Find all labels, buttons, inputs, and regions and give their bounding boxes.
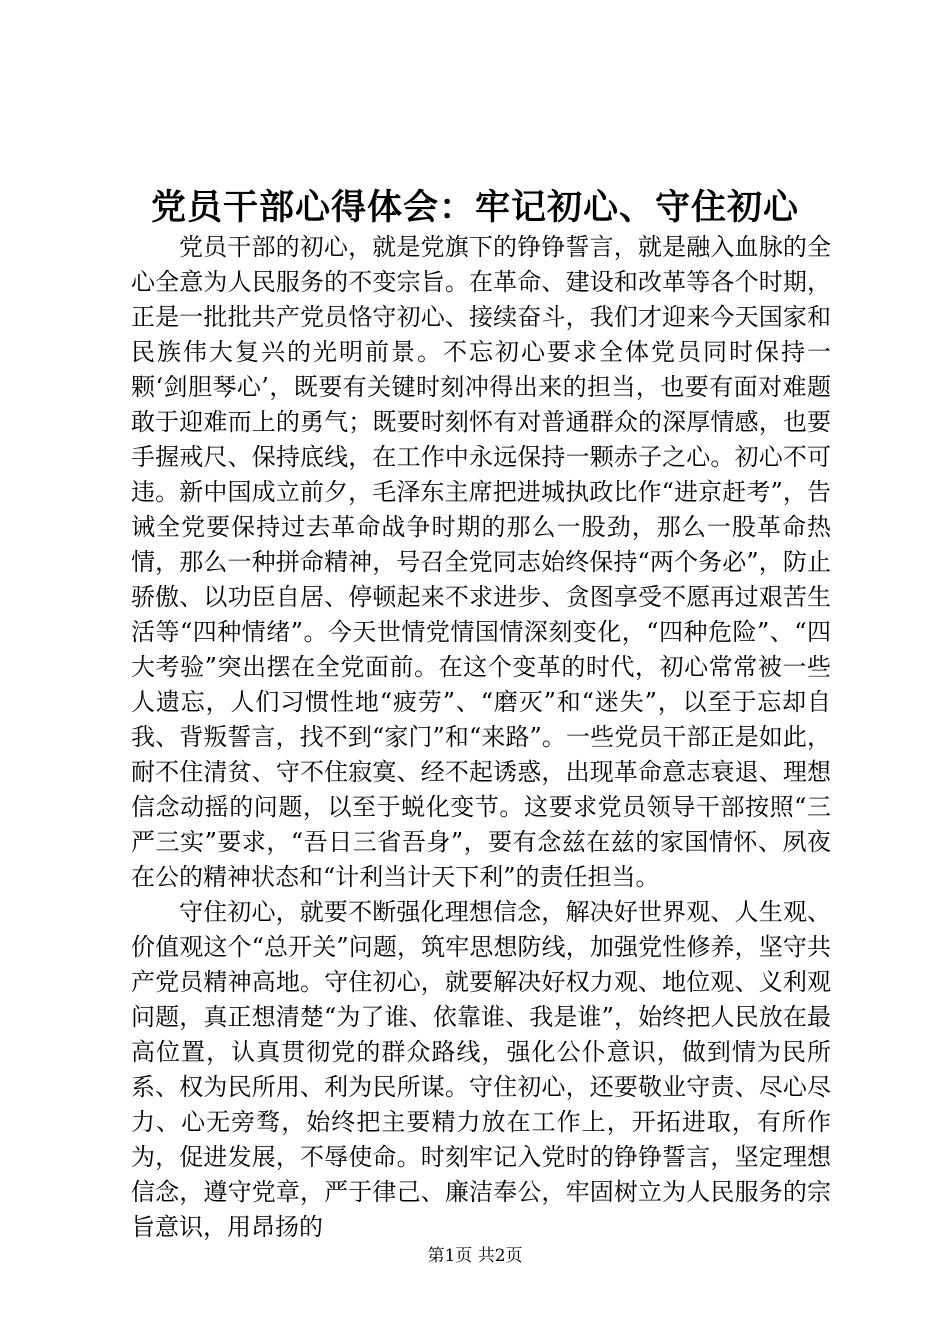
page-footer: 第1页 共2页 <box>427 1246 523 1266</box>
document-title: 党员干部心得体会：牢记初心、守住初心 <box>150 187 799 228</box>
paragraph-1: 党员干部的初心，就是党旗下的铮铮誓言，就是融入血脉的全心全意为人民服务的不变宗旨。在革命、建设和改革等各个时期，正是一批批共产党员恪守初心、接续奋斗，我们才迎来今天国家和民族伟大复兴的光明前景。不忘初心要求全体党员同时保持一颗‘剑胆琴心’，既要有关键时刻冲得出来的担当，也要有面对难题敢于迎难而上的勇气；既要时刻怀有对普通群众的深厚情感，也要手握戒尺、保持底线，在工作中永远保持一颗赤子之心。初心不可违。新中国成立前夕，毛泽东主席把进城执政比作“进京赶考”，告诫全党要保持过去革命战争时期的那么一股劲，那么一股革命热情，那么一种拼命精神，号召全党同志始终保持“两个务必”，防止骄傲、以功臣自居、停顿起来不求进步、贪图享受不愿再过艰苦生活等“四种情绪”。今天世情党情国情深刻变化，“四种危险”、“四大考验”突出摆在全党面前。在这个变革的时代，初心常常被一些人遗忘，人们习惯性地“疲劳”、“磨灭”和“迷失”，以至于忘却自我、背叛誓言，找不到“家门”和“来路”。一些党员干部正是如此，耐不住清贫、守不住寂寞、经不起诱惑，出现革命意志衰退、理想信念动摇的问题，以至于蜕化变节。这要求党员领导干部按照“三严三实”要求，“吾日三省吾身”，要有念兹在兹的家国情怀、夙夜在公的精神状态和“计利当计天下利”的责任担当。 <box>131 233 831 891</box>
paragraph-2: 守住初心，就要不断强化理想信念，解决好世界观、人生观、价值观这个“总开关”问题，筑牢思想防线，加强党性修养，坚守共产党员精神高地。守住初心，就要解决好权力观、地位观、义利观问题，真正想清楚“为了谁、依靠谁、我是谁”，始终把人民放在最高位置，认真贯彻党的群众路线，强化公仆意识，做到情为民所系、权为民所用、利为民所谋。守住初心，还要敬业守责、尽心尽力、心无旁骛，始终把主要精力放在工作上，开拓进取，有所作为，促进发展，不辱使命。时刻牢记入党时的铮铮誓言，坚定理想信念，遵守党章，严于律己、廉洁奉公，牢固树立为人民服务的宗旨意识，用昂扬的 <box>131 898 831 1241</box>
document-body <box>131 230 831 1245</box>
